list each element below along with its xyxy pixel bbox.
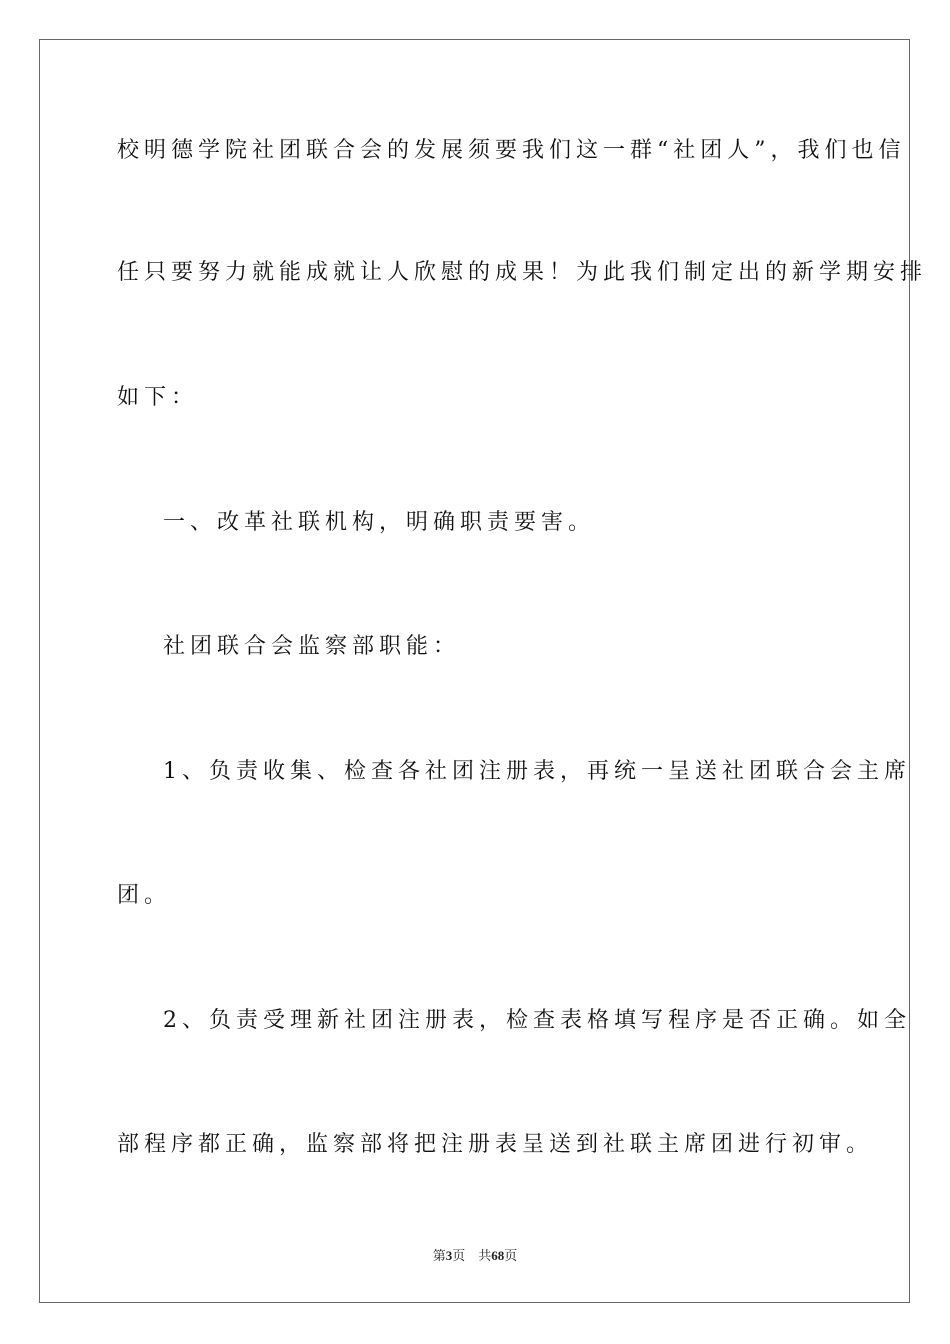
page-border: [39, 39, 928, 1303]
paragraph-line-1: 校明德学院社团联合会的发展须要我们这一群“社团人”，我们也信: [117, 138, 906, 163]
page-number: 3: [445, 1248, 453, 1263]
paragraph-line-3: 如下：: [117, 385, 199, 410]
section-heading: 一、改革社联机构，明确职责要害。: [163, 510, 596, 535]
list-item-2-line-1: 2、负责受理新社团注册表，检查表格填写程序是否正确。如全: [163, 1008, 911, 1033]
subheading-monitoring-dept: 社团联合会监察部职能：: [163, 634, 461, 659]
page-suffix: 页: [452, 1248, 466, 1263]
total-pages: 68: [491, 1248, 505, 1263]
total-prefix: 共: [478, 1248, 492, 1263]
total-suffix: 页: [504, 1248, 518, 1263]
list-item-1-line-1: 1、负责收集、检查各社团注册表，再统一呈送社团联合会主席: [163, 759, 911, 784]
list-item-2-line-2: 部程序都正确，监察部将把注册表呈送到社联主席团进行初审。: [117, 1132, 874, 1157]
page-prefix: 第: [432, 1248, 446, 1263]
paragraph-line-2: 任只要努力就能成就让人欣慰的成果！为此我们制定出的新学期安排: [117, 260, 928, 285]
list-item-1-line-2: 团。: [117, 883, 172, 908]
page-footer: [0, 1247, 950, 1265]
